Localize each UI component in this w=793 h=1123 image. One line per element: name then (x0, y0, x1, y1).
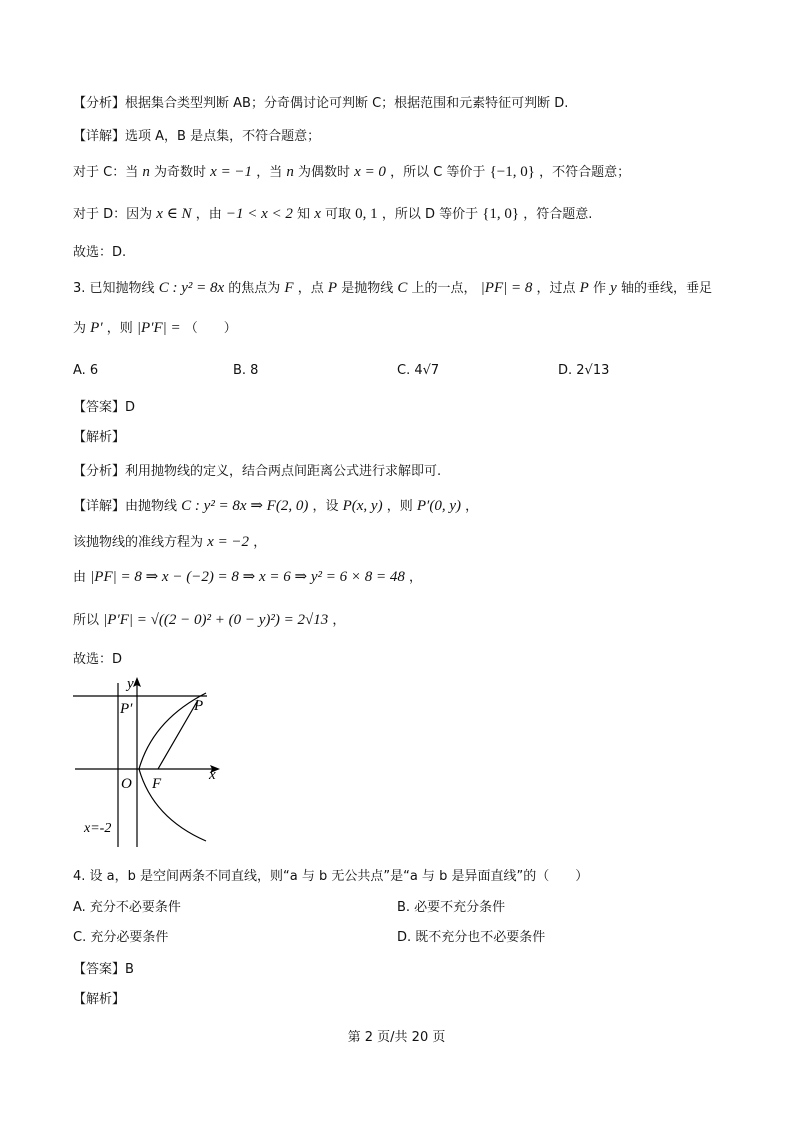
text: ，所以 D 等价于 (381, 207, 479, 222)
y-axis-label: y (127, 676, 134, 692)
focus-label: F (152, 776, 162, 792)
math-set: {−1, 0} (489, 164, 535, 180)
text: ， (332, 613, 346, 628)
text: ，点 (297, 281, 324, 296)
q4-option-c: C. 充分必要条件 (73, 930, 169, 945)
q3-stem-line1 (73, 278, 712, 299)
parabola-curve (139, 693, 206, 841)
math: P (579, 280, 589, 296)
text: （ ） (184, 321, 237, 336)
text: 该抛物线的准线方程为 (73, 535, 204, 550)
x-axis-label: x (209, 767, 216, 783)
math: |P′F| = (136, 320, 181, 336)
math: |P′F| = √((2 − 0)² + (0 − y)²) = 2√13 (103, 612, 329, 628)
q4-answer-tag: 【答案】B (73, 962, 134, 977)
point-p-label: P (194, 698, 204, 714)
text: ，当 (256, 165, 283, 180)
math: P (327, 280, 338, 296)
math: P′(0, y) (416, 498, 461, 514)
text: ，符合题意. (523, 207, 593, 222)
text: 为偶数时 (298, 165, 351, 180)
math: |PF| = 8 (480, 280, 533, 296)
text: ， (465, 499, 479, 514)
text: 对于 C：当 (73, 165, 139, 180)
math: x (314, 206, 321, 222)
directrix-label: x=-2 (84, 821, 112, 836)
text: 作 (592, 281, 606, 296)
q4-option-d: D. 既不充分也不必要条件 (397, 930, 546, 945)
q3-final: 故选：D (73, 652, 123, 667)
math: y (610, 280, 617, 296)
math: |PF| = 8 ⇒ x − (−2) = 8 ⇒ x = 6 ⇒ y² = 6 × 8 = 48 (90, 569, 405, 585)
math: 0, 1 (355, 206, 378, 222)
text: 是抛物线 (341, 281, 394, 296)
text: ，不符合题意； (539, 165, 631, 180)
q2-option-d-line (73, 204, 592, 225)
q3-so-line (73, 610, 345, 631)
text: 可取 (325, 207, 352, 222)
q4-jiexi: 【解析】 (73, 992, 126, 1007)
q3-option-c: C. 4√7 (397, 363, 440, 378)
text: ，设 (312, 499, 339, 514)
text: ，则 (106, 321, 133, 336)
math: x ∈ N (156, 206, 192, 222)
q3-stem-line2 (73, 318, 237, 339)
text: ，所以 C 等价于 (390, 165, 486, 180)
q4-stem: 4. 设 a，b 是空间两条不同直线，则“a 与 b 无公共点”是“a 与 b 是异面直线”的（ ） (73, 869, 589, 884)
math-set: {1, 0} (482, 206, 520, 222)
q4-option-a: A. 充分不必要条件 (73, 900, 181, 915)
text: 为奇数时 (154, 165, 207, 180)
math: C : y² = 8x (158, 280, 225, 296)
text: 为 (73, 321, 87, 336)
math: F (284, 280, 294, 296)
text: 由 (73, 570, 87, 585)
math: C (397, 280, 408, 296)
text: 轴的垂线，垂足 (620, 281, 712, 296)
math: C : y² = 8x ⇒ F(2, 0) (181, 498, 309, 514)
q2-detail: 【详解】选项 A，B 是点集，不符合题意； (73, 129, 321, 144)
text: ， (253, 535, 267, 550)
text: 3. 已知抛物线 (73, 281, 155, 296)
math: n (142, 164, 150, 180)
text: ，则 (386, 499, 413, 514)
q3-option-a: A. 6 (73, 363, 99, 378)
q3-answer-tag: 【答案】D (73, 400, 136, 415)
math: x = 0 (354, 164, 386, 180)
parabola-figure (70, 675, 230, 850)
text: 【详解】由抛物线 (73, 499, 178, 514)
q3-detail-line (73, 496, 478, 517)
q2-answer: 故选：D. (73, 245, 127, 260)
q3-option-d: D. 2√13 (558, 363, 610, 378)
text: 知 (297, 207, 311, 222)
q4-option-b: B. 必要不充分条件 (397, 900, 506, 915)
origin-label: O (121, 776, 132, 792)
text: ，由 (195, 207, 222, 222)
text: ， (409, 570, 423, 585)
text: 所以 (73, 613, 100, 628)
q3-analysis: 【分析】利用抛物线的定义，结合两点间距离公式进行求解即可. (73, 464, 442, 479)
q2-option-c-line (73, 162, 630, 183)
math: x = −1 (210, 164, 253, 180)
page-footer: 第 2 页/共 20 页 (347, 1030, 446, 1045)
math: n (286, 164, 294, 180)
q3-by-line (73, 567, 422, 588)
math: x = −2 (207, 534, 250, 550)
math: P′ (90, 320, 103, 336)
math: −1 < x < 2 (225, 206, 293, 222)
math: P(x, y) (342, 498, 383, 514)
q3-directrix-line (73, 532, 266, 553)
q2-analysis: 【分析】根据集合类型判断 AB；分奇偶讨论可判断 C；根据范围和元素特征可判断 D. (73, 96, 569, 111)
text: ，过点 (536, 281, 576, 296)
text: 对于 D：因为 (73, 207, 153, 222)
q3-jiexi: 【解析】 (73, 430, 126, 445)
text: 的焦点为 (228, 281, 281, 296)
point-p-prime-label: P′ (120, 701, 133, 717)
q3-option-b: B. 8 (233, 363, 259, 378)
text: 上的一点， (411, 281, 477, 296)
